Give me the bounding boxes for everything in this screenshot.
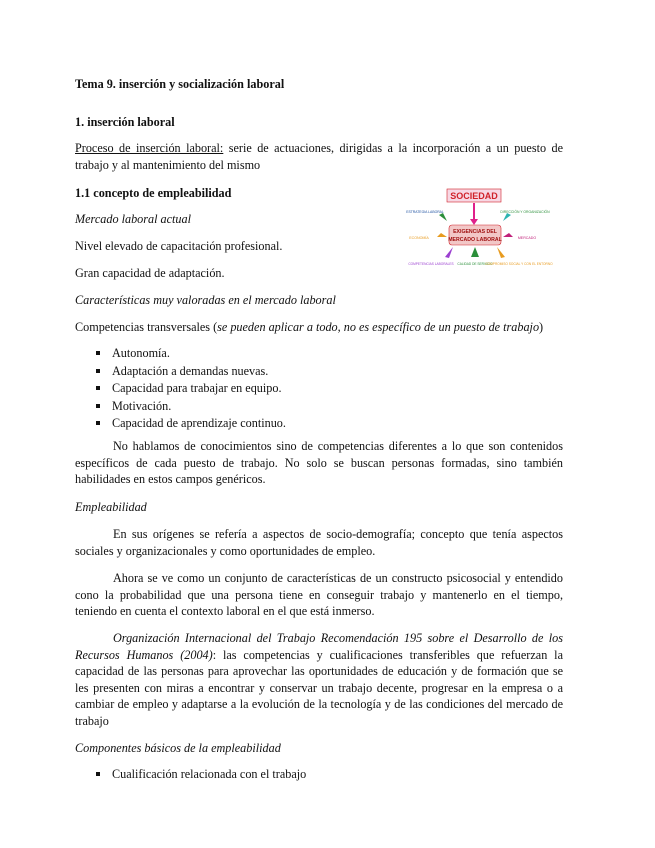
- competencias-italic: se pueden aplicar a todo, no es específico de un puesto de trabajo: [217, 320, 540, 334]
- diagram-label: CALIDAD DE SERVICIO: [457, 262, 493, 266]
- diagram-label: ESTRATEGIA LABORAL: [406, 210, 444, 214]
- section-heading-empleabilidad: 1.1 concepto de empleabilidad: [75, 186, 232, 200]
- diagram-label: COMPETENCIAS LABORALES: [408, 262, 454, 266]
- definition-proceso: serie de actuaciones, dirigidas a la incorporación a un puesto de trabajo y al mantenimiento del mismo: [75, 141, 563, 172]
- section-heading-insercion: 1. inserción laboral: [75, 115, 175, 129]
- paragraph-oit: [75, 630, 563, 729]
- list-item: Capacidad para trabajar en equipo.: [75, 380, 563, 398]
- competencias-tail: ): [539, 320, 544, 334]
- paragraph-ahora: Ahora se ve como un conjunto de características de un constructo psicosocial y entendido cono la probabilidad que una persona tiene en conseguir trabajo y mantenerlo en el tiempo, teniendo en cuenta el contexto laboral en el que está inmerso.: [75, 571, 563, 618]
- list-item: Autonomía.: [75, 345, 563, 363]
- diagram-center-line2: MERCADO LABORAL: [448, 237, 502, 243]
- diagram-center-line1: EXIGENCIAS DEL: [453, 229, 497, 235]
- list-item: Cualificación relacionada con el trabajo: [75, 766, 563, 784]
- empleabilidad-diagram: [403, 187, 553, 277]
- text-nivel: Nivel elevado de capacitación profesional.: [75, 239, 283, 253]
- bullet-list-componentes: [75, 766, 563, 784]
- list-item: Adaptación a demandas nuevas.: [75, 363, 563, 381]
- subheading-empleabilidad: Empleabilidad: [75, 500, 147, 514]
- diagram-label: DIRECCIÓN Y ORGANIZACIÓN: [500, 210, 550, 214]
- diagram-label: COMPROMISO SOCIAL Y CON EL ENTORNO: [485, 262, 553, 266]
- diagram-label: ECONOMÍA: [409, 236, 429, 240]
- document-title: Tema 9. inserción y socialización laboral: [75, 77, 285, 91]
- diagram-top-label: SOCIEDAD: [450, 191, 498, 201]
- paragraph-no-hablamos: No hablamos de conocimientos sino de competencias diferentes a lo que son contenidos específicos de cada puesto de trabajo. No solo se buscan personas formadas, sino también habilidades en estos campos genéricos.: [75, 439, 563, 486]
- paragraph-proceso: [75, 140, 563, 173]
- oit-source: Organización Internacional del Trabajo Recomendación 195 sobre el Desarrollo de los Recursos Humanos (2004): [75, 631, 563, 662]
- text-gran: Gran capacidad de adaptación.: [75, 266, 225, 280]
- list-item: Capacidad de aprendizaje continuo.: [75, 415, 563, 433]
- subheading-mercado: Mercado laboral actual: [75, 212, 191, 226]
- oit-definition: : las competencias y cualificaciones transferibles que refuerzan la capacidad de las personas para aprovechar las oportunidades de educación y de formación que se les presenten con miras a encontrar y conservar un trabajo decente, progresar en la empresa o a cambiar de empleo y adaptarse a la evolución de la tecnología y de las condiciones del mercado de trabajo: [75, 647, 563, 728]
- diagram-label: MERCADO: [517, 236, 537, 240]
- paragraph-competencias: [75, 319, 563, 336]
- subheading-caracteristicas: Características muy valoradas en el mercado laboral: [75, 293, 336, 307]
- term-proceso: Proceso de inserción laboral:: [75, 141, 224, 155]
- subheading-componentes: Componentes básicos de la empleabilidad: [75, 741, 281, 755]
- list-item: Motivación.: [75, 398, 563, 416]
- paragraph-origenes: En sus orígenes se refería a aspectos de socio-demografía; concepto que tenía aspectos sociales y organizacionales y como oportunidades de empleo.: [75, 527, 563, 558]
- competencias-lead: Competencias transversales (: [75, 320, 218, 334]
- bullet-list-competencias: [75, 345, 563, 433]
